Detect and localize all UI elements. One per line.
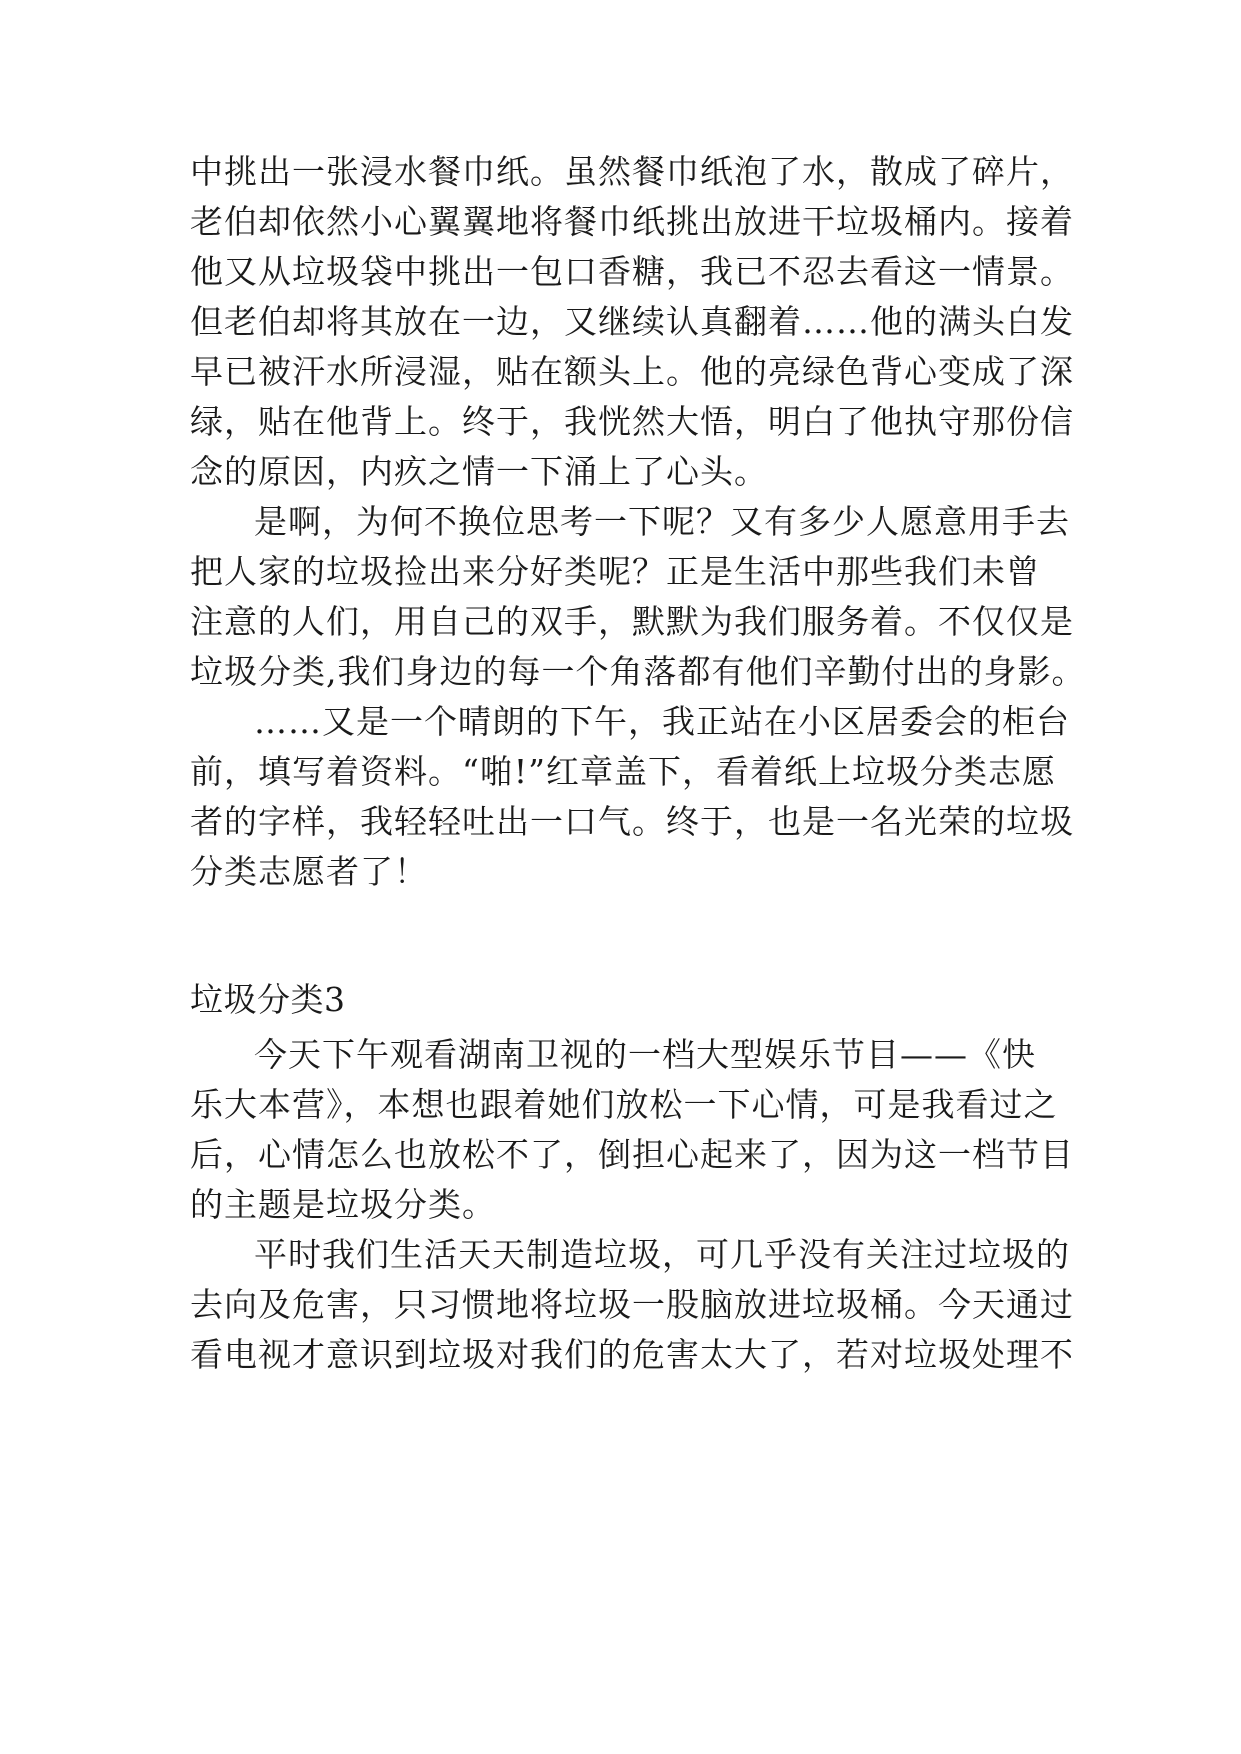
- paragraph-line: 平时我们生活天天制造垃圾，可几乎没有关注过垃圾的: [254, 1235, 1070, 1274]
- paragraph-line: 分类志愿者了！: [190, 852, 428, 891]
- paragraph-line: 乐大本营》，本想也跟着她们放松一下心情，可是我看过之: [190, 1085, 1058, 1124]
- paragraph-line: 但老伯却将其放在一边，又继续认真翻着……他的满头白发: [190, 302, 1074, 341]
- paragraph-line: 老伯却依然小心翼翼地将餐巾纸挑出放进干垃圾桶内。接着: [190, 202, 1074, 241]
- paragraph-line: 的主题是垃圾分类。: [190, 1185, 496, 1224]
- paragraph-line: 注意的人们，用自己的双手，默默为我们服务着。不仅仅是: [190, 602, 1074, 641]
- paragraph-line: 去向及危害，只习惯地将垃圾一股脑放进垃圾桶。今天通过: [190, 1285, 1074, 1324]
- paragraph-line: 垃圾分类,我们身边的每一个角落都有他们辛勤付出的身影。: [190, 652, 1086, 691]
- paragraph-line: 念的原因，内疚之情一下涌上了心头。: [190, 452, 768, 491]
- paragraph-line: 看电视才意识到垃圾对我们的危害太大了，若对垃圾处理不: [190, 1335, 1074, 1374]
- paragraph-line: 是啊，为何不换位思考一下呢？又有多少人愿意用手去: [254, 502, 1070, 541]
- paragraph-line: 中挑出一张浸水餐巾纸。虽然餐巾纸泡了水，散成了碎片，: [190, 152, 1074, 191]
- paragraph-line: 把人家的垃圾捡出来分好类呢？正是生活中那些我们未曾: [190, 552, 1040, 591]
- section-heading: 垃圾分类3: [190, 980, 346, 1019]
- paragraph-line: 前，填写着资料。“啪!”红章盖下，看着纸上垃圾分类志愿: [190, 752, 1057, 791]
- paragraph-line: 早已被汗水所浸湿，贴在额头上。他的亮绿色背心变成了深: [190, 352, 1074, 391]
- paragraph-line: 他又从垃圾袋中挑出一包口香糖，我已不忍去看这一情景。: [190, 252, 1074, 291]
- paragraph-line: 者的字样，我轻轻吐出一口气。终于，也是一名光荣的垃圾: [190, 802, 1074, 841]
- paragraph-line: ……又是一个晴朗的下午，我正站在小区居委会的柜台: [254, 702, 1070, 741]
- paragraph-line: 绿，贴在他背上。终于，我恍然大悟，明白了他执守那份信: [190, 402, 1074, 441]
- paragraph-line: 今天下午观看湖南卫视的一档大型娱乐节目——《快: [254, 1035, 1036, 1074]
- paragraph-line: 后，心情怎么也放松不了，倒担心起来了，因为这一档节目: [190, 1135, 1074, 1174]
